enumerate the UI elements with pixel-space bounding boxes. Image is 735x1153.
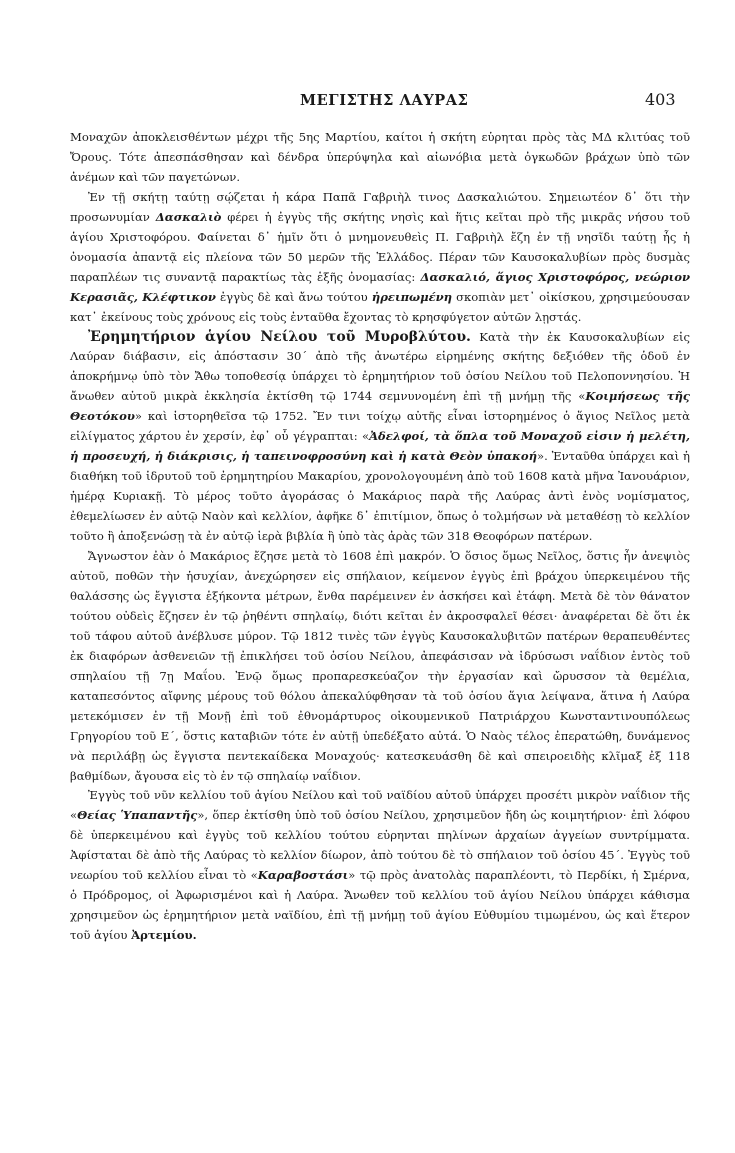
paragraph-4: Ἄγνωστον ἐὰν ὁ Μακάριος ἔζησε μετὰ τὸ 1608 ἐπὶ μακρόν. Ὁ ὅσιος ὅμως Νεῖλος, ὅστις ἦν ἀνεψιὸς αὐτοῦ, ποθῶν τὴν ἡσυχίαν, ἀνεχώρησεν εἰς σπήλαιον, κείμενον ἐγγὺς ἐπὶ βράχου ὑπερκειμένου τῆς θαλάσσης ὡς ἔγγιστα ἑξήκοντα μέτρων, ἔνθα παρέμεινεν ἐν ἀσκήσει καὶ ἐτάφη. Μετὰ δὲ τὸν θάνατον τούτου οὐδεὶς ἔζησεν ἐν τῷ ῥηθέντι σπηλαίῳ, διότι κεῖται ἐν ἀκροσφαλεῖ θέσει· ἀναφέρεται δὲ ὅτι ἐκ τοῦ τάφου αὐτοῦ ἀνέβλυσε μύρον. Τῷ 1812 τινὲς τῶν ἐγγὺς Καυσοκαλυβιτῶν πατέρων θεραπευθέντες ἐκ διαφόρων ἀσθενειῶν τῇ ἐπικλήσει τοῦ ὁσίου Νείλου, ἀπεφάσισαν νὰ ἱδρύσωσι ναΐδιον ἐντὸς τοῦ σπηλαίου τῇ 7ῃ Μαΐου. Ἐνῷ ὅμως προπαρεσκεύαζον τὴν ἐργασίαν καὶ ὤρυσσον τὰ θεμέλια, καταπεσόντος αἴφνης μέρους τοῦ θόλου ἀπεκαλύφθησαν τὰ τοῦ ὁσίου ἅγια λείψανα, ἅτινα ἡ Λαύρα μετεκόμισεν ἐν τῇ Μονῇ ἐπὶ τοῦ ἐθνομάρτυρος οἰκουμενικοῦ Πατριάρχου Κωνσταντινουπόλεως Γρηγορίου τοῦ Ε΄, ὅστις καταβιῶν τότε ἐν αὐτῇ ὑπεδέξατο αὐτά. Ὁ Ναὸς τέλος ἐπερατώθη, δυνάμενος νὰ περιλάβῃ ὡς ἔγγιστα πεντεκαίδεκα Μοναχούς· κατεσκευάσθη δὲ καὶ σπειροειδὴς κλῖμαξ ἐξ 118 βαθμίδων, ἄγουσα εἰς τὸ ἐν τῷ σπηλαίῳ ναΐδιον.	[70, 549, 690, 783]
emphasis-artemios: Ἀρτεμίου.	[131, 928, 197, 943]
paragraph-2-text-g: σκοπιὰν μετ᾽ οἰκίσκου, χρησιμεύουσαν κατ᾽ ἐκείνους τοὺς χρόνους εἰς τοὺς ἐνταῦθα ἔχοντας τὸ κρησφύγετον αὐτῶν λῃστάς.	[70, 289, 690, 324]
emphasis-daskalio: Δασκαλιὸ	[155, 209, 222, 224]
page-number: 403	[645, 90, 676, 109]
body-text	[70, 128, 690, 946]
paragraph-3-text-e: ». Ἐνταῦθα ὑπάρχει καὶ ἡ διαθήκη τοῦ ἱδρυτοῦ τοῦ ἐρημητηρίου Μακαρίου, χρονολογουμένη ἀπὸ τοῦ 1608 κατὰ μῆνα Ἰανουάριον, ἡμέρᾳ Κυριακῇ. Τὸ μέρος τοῦτο ἀγοράσας ὁ Μακάριος παρὰ τῆς Λαύρας ἀντὶ ἑνὸς νομίσματος, ἐθεμελίωσεν ἐν αὐτῷ Ναὸν καὶ κελλίον, ἀφῆκε δ᾽ ἐπιτίμιον, ὅπως ὁ τολμήσων νὰ μεταθέσῃ τὸ κελλίον τοῦτο ἢ ἀποξενώσῃ τὰ ἐν αὐτῷ ἱερὰ βιβλία ἢ ὑπὸ τὰς ἀρὰς τῶν 318 Θεοφόρων πατέρων.	[70, 449, 690, 544]
paragraph-1: Μοναχῶν ἀποκλεισθέντων μέχρι τῆς 5ης Μαρτίου, καίτοι ἡ σκήτη εὑρηται πρὸς τὰς ΜΔ κλιτύας τοῦ Ὄρους. Τότε ἀπεσπάσθησαν καὶ δένδρα ὑπερύψηλα καὶ αἰωνόβια μετὰ ὀγκωδῶν βράχων ὑπὸ τῶν ἀνέμων καὶ τῶν παγετώνων.	[70, 130, 690, 184]
running-title: ΜΕΓΙΣΤΗΣ ΛΑΥΡΑΣ	[300, 92, 469, 109]
paragraph-2	[70, 188, 690, 328]
paragraph-2-text-c: φέρει ἡ ἐγγὺς τῆς σκήτης νησὶς καὶ ἥτις κεῖται πρὸ τῆς μικρᾶς νήσου τοῦ ἁγίου Χριστοφόρου. Φαίνεται δ᾽ ἡμῖν ὅτι ὁ μνημονευθεὶς Π. Γαβριὴλ ἔζη ἐν τῇ νησῖδι ταύτῃ ἧς ἡ ὀνομασία ἀπαντᾷ εἰς πλείονα τῶν 50 μερῶν τῆς Ἑλλάδος. Πέραν τῶν Καυσοκαλυβίων πρὸς δυσμὰς παραπλέων τις συναντᾷ παρακτίως τὰς ἑξῆς ὀνομασίας:	[70, 209, 690, 284]
emphasis-place-names: Δασκαλιό, ἅγιος Χριστοφόρος, νεώριον Κερασιᾶς, Κλέφτικον	[70, 269, 690, 304]
emphasis-dormition: Κοιμήσεως τῆς Θεοτόκου	[70, 389, 690, 424]
paragraph-2-text-e: ἐγγὺς δὲ καὶ ἄνω τούτου	[215, 289, 372, 304]
paragraph-2-text-a: Ἐν τῇ σκήτῃ ταύτῃ σῴζεται ἡ κάρα Παπᾶ Γαβριὴλ τινος Δασκαλιώτου. Σημειωτέον δ᾽ ὅτι τὴν προσωνυμίαν	[70, 189, 690, 224]
emphasis-inscription: Ἀδελφοί, τὰ ὅπλα τοῦ Μοναχοῦ εἰσιν ἡ μελέτη, ἡ προσευχή, ἡ διάκρισις, ἡ ταπεινοφροσύνη καὶ ἡ κατὰ Θεὸν ὑπακοή	[70, 429, 690, 464]
paragraph-5	[70, 786, 690, 946]
emphasis-karavostasi: Καραβοστάσι	[257, 868, 349, 883]
paragraph-3	[70, 328, 690, 547]
paragraph-5-text-a: Ἐγγὺς τοῦ νῦν κελλίου τοῦ ἁγίου Νείλου καὶ τοῦ ναϊδίου αὐτοῦ ὑπάρχει προσέτι μικρὸν ναΐδιον τῆς «	[70, 788, 690, 823]
paragraph-3-text-c: » καὶ ἱστορηθεῖσα τῷ 1752. Ἔν τινι τοίχῳ αὐτῆς εἶναι ἱστορημένος ὁ ἅγιος Νεῖλος μετὰ εἰλίγματος χάρτου ἐν χερσίν, ἐφ᾽ οὗ γέγραπται: «	[70, 409, 690, 444]
emphasis-presentation: Θείας Ὑπαπαντῆς	[77, 808, 198, 823]
paragraph-5-text-e: » τῷ πρὸς ἀνατολὰς παραπλέοντι, τὸ Περδίκι, ἡ Σμέρνα, ὁ Πρόδρομος, οἱ Ἀφωρισμένοι καὶ ἡ Λαύρα. Ἄνωθεν τοῦ κελλίου τοῦ ἁγίου Νείλου ὑπάρχει κάθισμα χρησιμεῦον ὡς ἐρημητήριον μετὰ ναϊδίου, ἐπὶ τῇ μνήμῃ τοῦ ἁγίου Εὐθυμίου τιμωμένου, ὡς καὶ ἕτερον τοῦ ἁγίου	[70, 868, 690, 943]
paragraph-3-text-a: Κατὰ τὴν ἐκ Καυσοκαλυβίων εἰς Λαύραν διάβασιν, εἰς ἀπόστασιν 30΄ ἀπὸ τῆς ἀνωτέρω εἰρημένης σκήτης δεξιόθεν τῆς ὁδοῦ ἐν ἀποκρήμνῳ ὑπὸ τὸν Ἄθω τοποθεσίᾳ ὑπάρχει τὸ ἐρημητήριον τοῦ ὁσίου Νείλου τοῦ Πελοποννησίου. Ἡ ἄνωθεν αὐτοῦ μικρὰ ἐκκλησία ἐκτίσθη τῷ 1744 σεμνυνομένη ἐπὶ τῇ μνήμῃ τῆς «	[70, 329, 690, 404]
paragraph-5-text-c: », ὅπερ ἐκτίσθη ὑπὸ τοῦ ὁσίου Νείλου, χρησιμεῦον ἤδη ὡς κοιμητήριον· ἐπὶ λόφου δὲ ὑπερκειμένου καὶ ἐγγὺς τοῦ κελλίου τούτου εὑρηνται πηλίνων ἀρχαίων ἀγγείων συντρίμματα. Ἀφίσταται δὲ ἀπὸ τῆς Λαύρας τὸ κελλίον δίωρον, ἀπὸ τούτου δὲ τὸ σπήλαιον τοῦ ὁσίου 45΄. Ἐγγὺς τοῦ νεωρίου τοῦ κελλίου εἶναι τὸ «	[70, 808, 690, 883]
emphasis-ruined: ἠρειπωμένη	[371, 289, 453, 304]
section-heading: Ἐρημητήριον ἁγίου Νείλου τοῦ Μυροβλύτου.	[88, 328, 471, 345]
